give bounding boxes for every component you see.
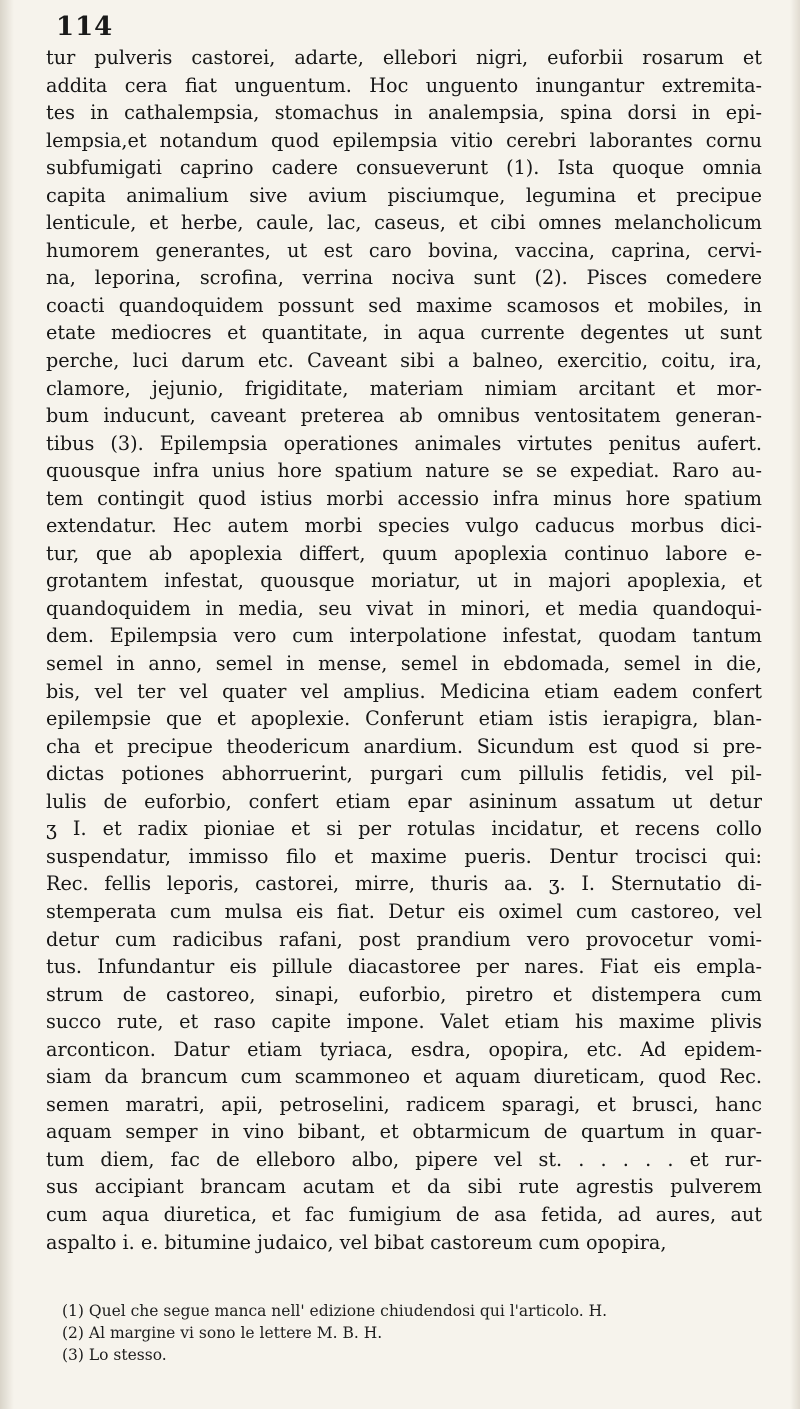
text-line: tes in cathalempsia, stomachus in analempsia, spina dorsi in epi-: [46, 101, 762, 125]
text-line: suspendatur, immisso filo et maxime pueris. Dentur trocisci qui:: [46, 844, 762, 868]
text-line: capita animalium sive avium pisciumque, legumina et precipue: [46, 183, 762, 207]
text-line: cum aqua diuretica, et fac fumigium de asa fetida, ad aures, aut: [46, 1202, 762, 1226]
text-line: aspalto i. e. bitumine judaico, vel bibat castoreum cum opopira,: [46, 1230, 667, 1254]
text-line: quandoquidem in media, seu vivat in minori, et media quandoqui-: [46, 596, 762, 620]
text-line: ʒ I. et radix pioniae et si per rotulas incidatur, et recens collo: [46, 817, 762, 841]
text-line: aquam semper in vino bibant, et obtarmicum de quartum in quar-: [46, 1120, 762, 1144]
page-number: 114: [56, 12, 114, 42]
text-line: tur, que ab apoplexia differt, quum apoplexia continuo labore e-: [46, 541, 762, 565]
text-line: epilempsie que et apoplexie. Conferunt etiam istis ierapigra, blan-: [46, 707, 762, 731]
text-line: lenticule, et herbe, caule, lac, caseus, et cibi omnes melancholicum: [46, 211, 762, 235]
text-line: quousque infra unius hore spatium nature se se expediat. Raro au-: [46, 459, 762, 483]
text-line: tem contingit quod istius morbi accessio infra minus hore spatium: [46, 486, 762, 510]
text-line: bum inducunt, caveant preterea ab omnibus ventositatem generan-: [46, 404, 762, 428]
text-line: etate mediocres et quantitate, in aqua currente degentes ut sunt: [46, 321, 762, 345]
text-line: humorem generantes, ut est caro bovina, vaccina, caprina, cervi-: [46, 238, 762, 262]
text-line: perche, luci darum etc. Caveant sibi a balneo, exercitio, coitu, ira,: [46, 349, 762, 373]
page-shadow-right: [790, 0, 800, 1409]
text-line: lulis de euforbio, confert etiam epar asininum assatum ut detur: [46, 789, 762, 813]
text-line: siam da brancum cum scammoneo et aquam diureticam, quod Rec.: [46, 1065, 762, 1089]
text-line: subfumigati caprino cadere consueverunt (1). Ista quoque omnia: [46, 156, 762, 180]
text-line: extendatur. Hec autem morbi species vulgo caducus morbus dici-: [46, 514, 762, 538]
text-line: bis, vel ter vel quater vel amplius. Medicina etiam eadem confert: [46, 679, 762, 703]
page-shadow-left: [0, 0, 14, 1409]
main-text-block: [46, 44, 762, 1256]
text-line: dem. Epilempsia vero cum interpolatione infestat, quodam tantum: [46, 624, 762, 648]
text-line: tum diem, fac de elleboro albo, pipere vel st. . . . . . et rur-: [46, 1147, 762, 1171]
text-line: strum de castoreo, sinapi, euforbio, piretro et distempera cum: [46, 982, 762, 1006]
text-line: grotantem infestat, quousque moriatur, ut in majori apoplexia, et: [46, 569, 762, 593]
footnote: (1) Quel che segue manca nell' edizione chiudendosi qui l'articolo. H.: [62, 1302, 608, 1320]
text-line: sus accipiant brancam acutam et da sibi rute agrestis pulverem: [46, 1175, 762, 1199]
text-line: addita cera fiat unguentum. Hoc unguento inungantur extremita-: [46, 73, 762, 97]
footnote: (2) Al margine vi sono le lettere M. B. H.: [62, 1324, 383, 1342]
text-line: detur cum radicibus rafani, post prandium vero provocetur vomi-: [46, 927, 762, 951]
text-line: na, leporina, scrofina, verrina nociva sunt (2). Pisces comedere: [46, 266, 762, 290]
text-line: succo rute, et raso capite impone. Valet etiam his maxime plivis: [46, 1010, 762, 1034]
text-line: semen maratri, apii, petroselini, radicem sparagi, et brusci, hanc: [46, 1092, 762, 1116]
footnotes: [62, 1300, 762, 1366]
text-line: tibus (3). Epilempsia operationes animales virtutes penitus aufert.: [46, 431, 762, 455]
text-line: coacti quandoquidem possunt sed maxime scamosos et mobiles, in: [46, 293, 762, 317]
text-line: lempsia,et notandum quod epilempsia vitio cerebri laborantes cornu: [46, 128, 762, 152]
text-line: clamore, jejunio, frigiditate, materiam nimiam arcitant et mor-: [46, 376, 762, 400]
text-line: cha et precipue theodericum anardium. Sicundum est quod si pre-: [46, 734, 762, 758]
text-line: tus. Infundantur eis pillule diacastoree per nares. Fiat eis empla-: [46, 955, 762, 979]
text-line: tur pulveris castorei, adarte, ellebori nigri, euforbii rosarum et: [46, 46, 762, 69]
text-line: Rec. fellis leporis, castorei, mirre, thuris aa. ʒ. I. Sternutatio di-: [46, 872, 762, 896]
text-line: arconticon. Datur etiam tyriaca, esdra, opopira, etc. Ad epidem-: [46, 1037, 762, 1061]
footnote: (3) Lo stesso.: [62, 1346, 167, 1364]
text-line: dictas potiones abhorruerint, purgari cum pillulis fetidis, vel pil-: [46, 762, 762, 786]
text-line: stemperata cum mulsa eis fiat. Detur eis oximel cum castoreo, vel: [46, 899, 762, 923]
text-line: semel in anno, semel in mense, semel in ebdomada, semel in die,: [46, 652, 762, 676]
